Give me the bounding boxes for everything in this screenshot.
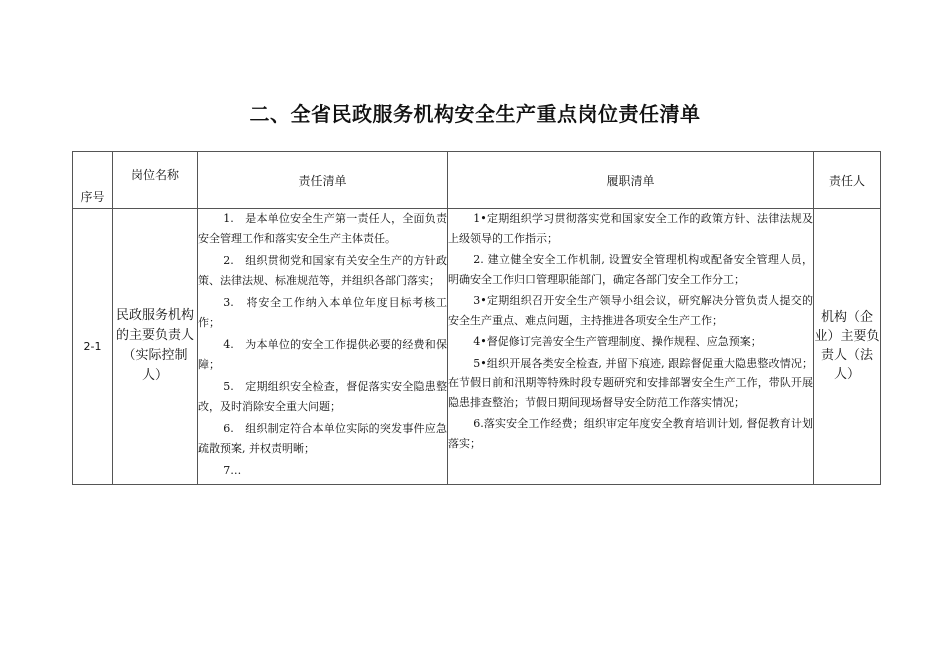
responsibility-item: 3. 将安全工作纳入本单位年度目标考核工作；	[198, 296, 447, 329]
row-seq: 2-1	[73, 209, 113, 485]
row-responsibility-list	[198, 209, 448, 485]
header-responsibility-list: 责任清单	[198, 152, 448, 209]
responsibility-item: 1. 是本单位安全生产第一责任人，全面负责安全管理工作和落实安全生产主体责任。	[198, 212, 447, 245]
performance-item: 3•定期组织召开安全生产领导小组会议，研究解决分管负责人提交的安全生产重点、难点问题，主持推进各项安全生产工作；	[448, 294, 813, 327]
responsibility-item: 7…	[223, 464, 242, 477]
row-responsible-person: 机构（企业）主要负责人（法人）	[814, 209, 881, 485]
performance-item: 4•督促修订完善安全生产管理制度、操作规程、应急预案；	[473, 335, 762, 348]
responsibility-item: 2. 组织贯彻党和国家有关安全生产的方针政策、法律法规、标准规范等，并组织各部门落实；	[198, 254, 447, 287]
performance-item: 1•定期组织学习贯彻落实党和国家安全工作的政策方针、法律法规及上级领导的工作指示；	[448, 212, 813, 245]
performance-item: 5•组织开展各类安全检查, 并留下痕迹, 跟踪督促重大隐患整改情况；在节假日前和汛期等特殊时段专题研究和安排部署安全生产工作，带队开展隐患排查整治；节假日期间现场督导安全防范工作落实情况；	[448, 356, 813, 409]
performance-item: 2. 建立健全安全工作机制, 设置安全管理机构或配备安全管理人员，明确安全工作归口管理职能部门，确定各部门安全工作分工；	[448, 253, 813, 286]
document-title: 二、全省民政服务机构安全生产重点岗位责任清单	[249, 102, 701, 126]
table-header-row	[73, 152, 881, 209]
responsibility-table	[72, 151, 881, 485]
responsibility-item: 5. 定期组织安全检查，督促落实安全隐患整改，及时消除安全重大问题；	[198, 380, 447, 413]
header-seq: 序号	[73, 152, 113, 209]
row-post-name: 民政服务机构的主要负责人（实际控制人）	[113, 209, 198, 485]
header-performance-list: 履职清单	[448, 152, 814, 209]
responsibility-item: 6. 组织制定符合本单位实际的突发事件应急疏散预案, 并权责明晰；	[198, 422, 447, 455]
table-row	[73, 209, 881, 485]
responsibility-item: 4. 为本单位的安全工作提供必要的经费和保障；	[198, 338, 447, 371]
row-performance-list	[448, 209, 814, 485]
header-responsible-person: 责任人	[814, 152, 881, 209]
header-post-name: 岗位名称	[113, 152, 198, 209]
performance-item: 6.落实安全工作经费；组织审定年度安全教育培训计划, 督促教育计划落实；	[448, 417, 813, 450]
